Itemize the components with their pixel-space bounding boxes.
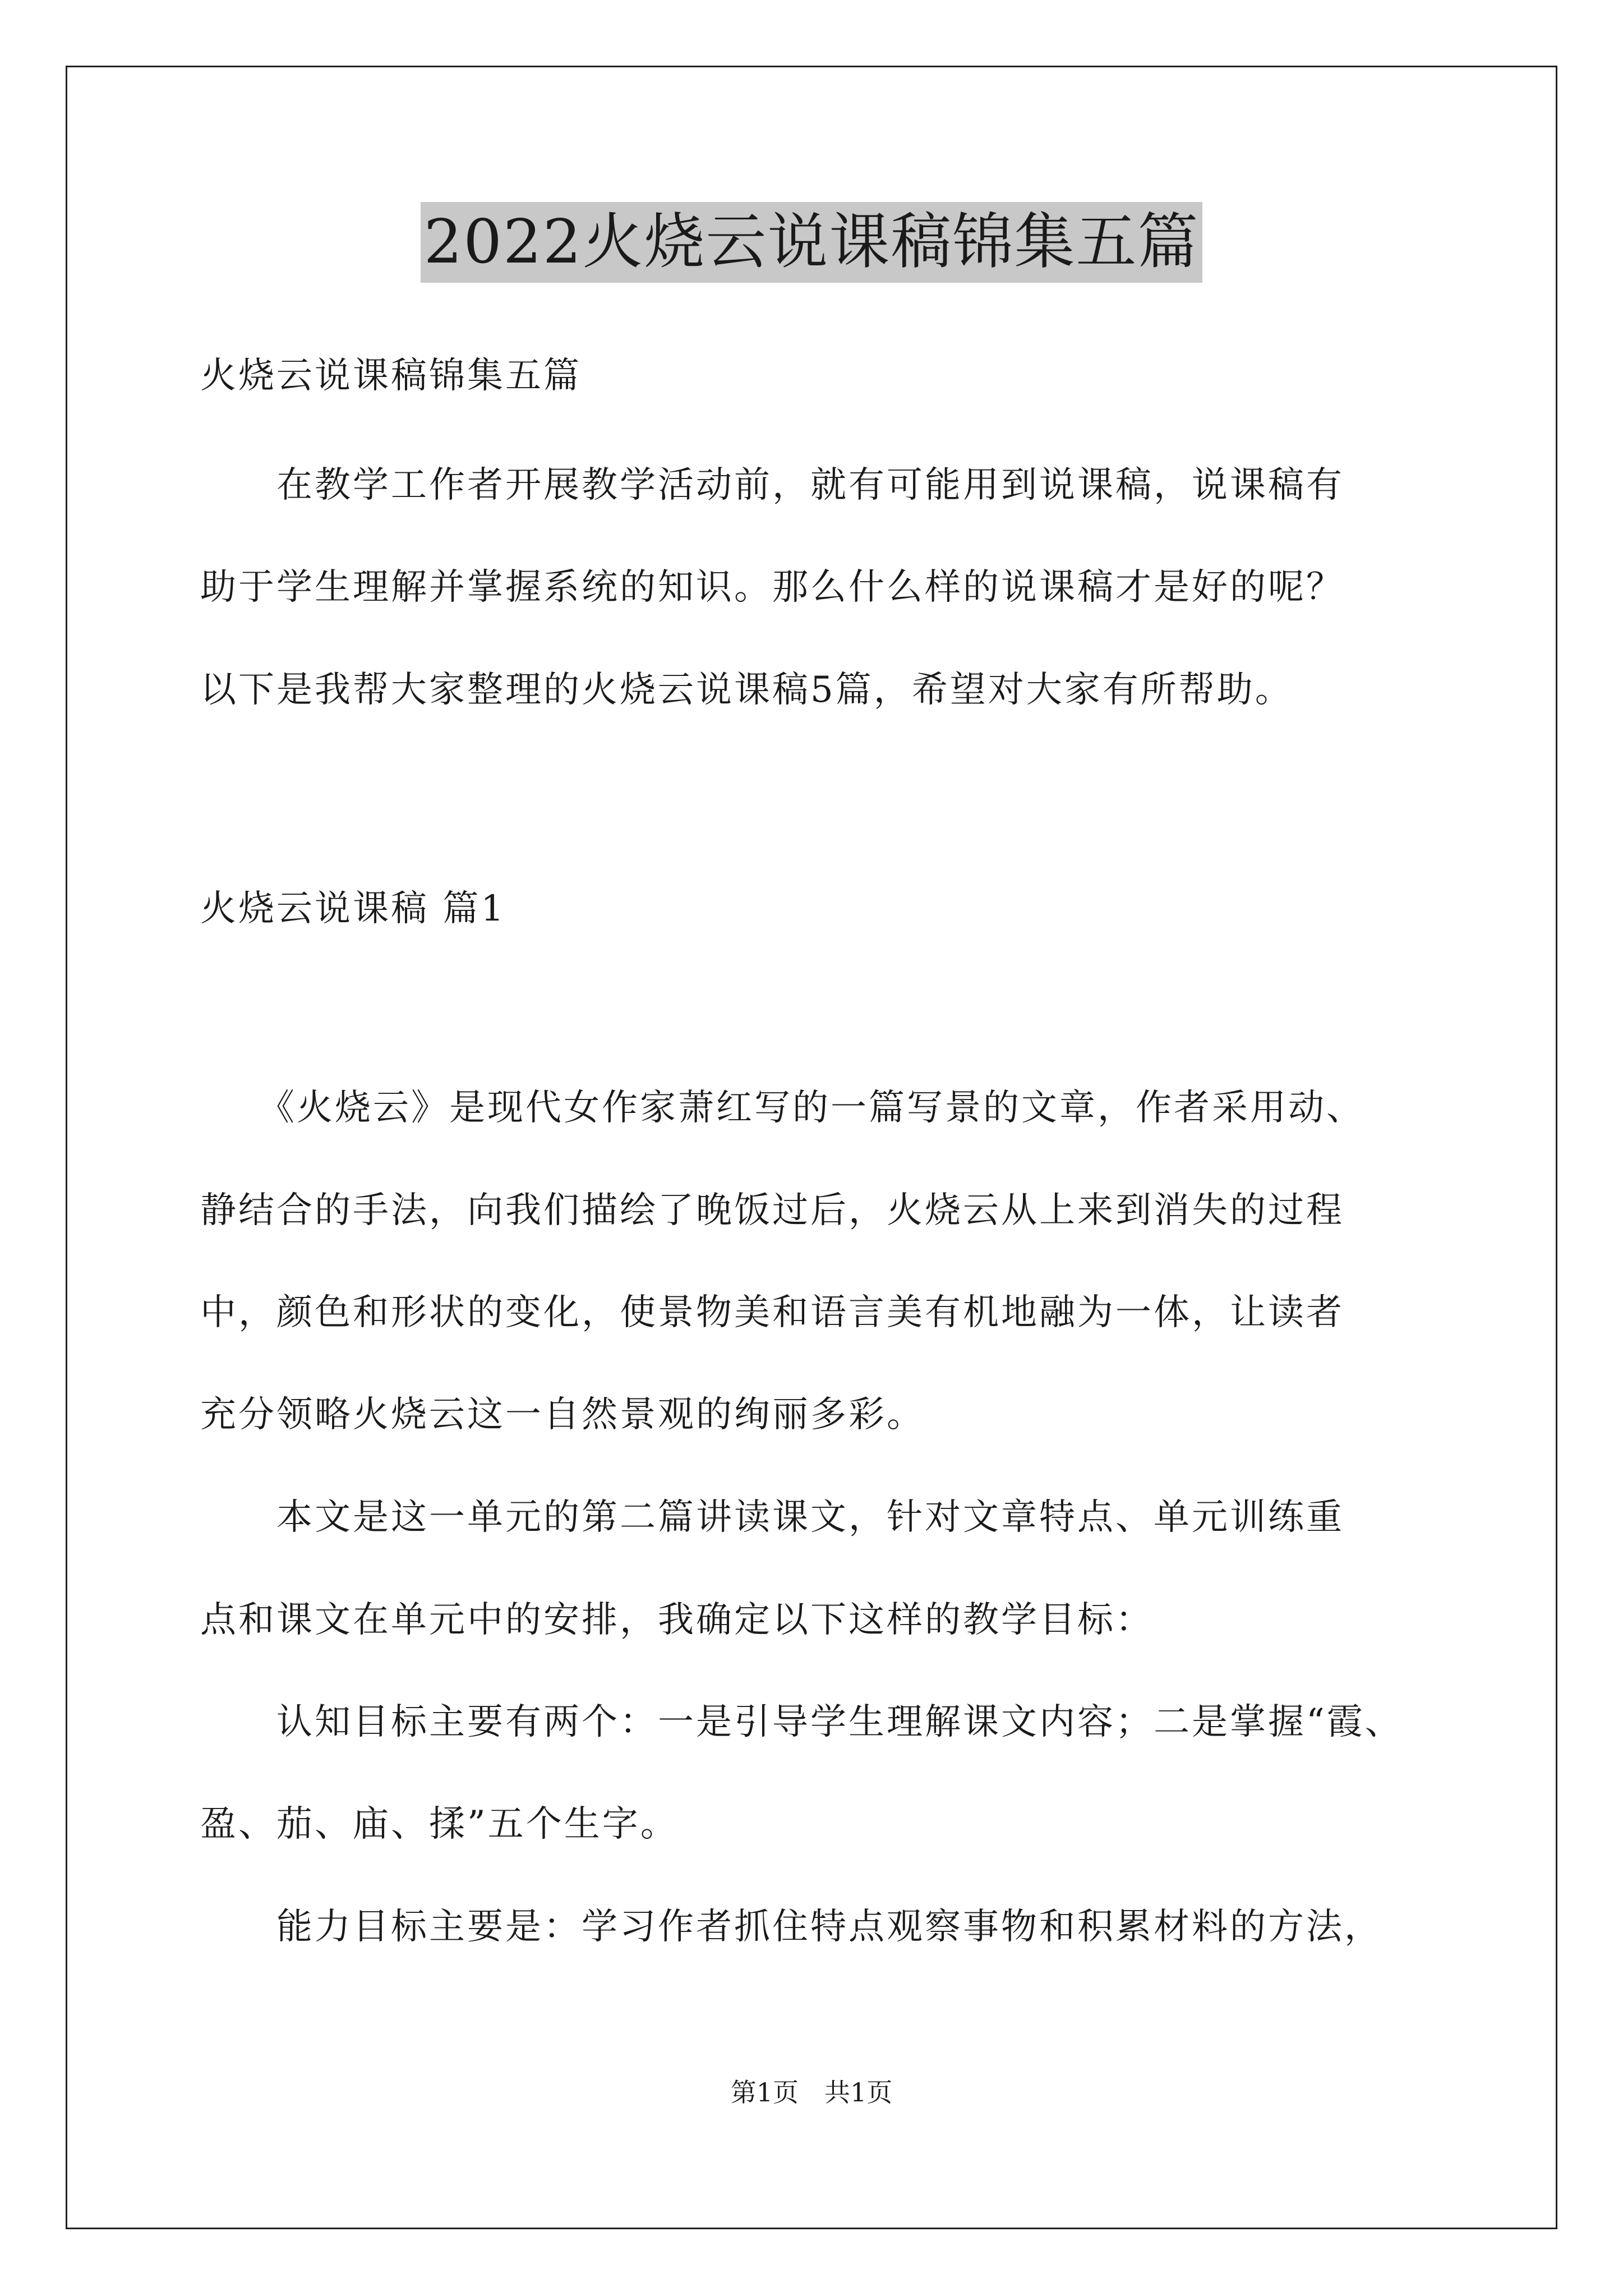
paragraph-line: 《火烧云》是现代女作家萧红写的一篇写景的文章，作者采用动、 <box>200 1087 1364 1129</box>
paragraph-line: 静结合的手法，向我们描绘了晚饭过后，火烧云从上来到消失的过程 <box>200 1190 1344 1231</box>
paragraph-line: 中，颜色和形状的变化，使景物美和语言美有机地融为一体，让读者 <box>200 1292 1344 1333</box>
paragraph-line: 充分领略火烧云这一自然景观的绚丽多彩。 <box>200 1394 925 1435</box>
paragraph-line: 认知目标主要有两个：一是引导学生理解课文内容；二是掌握“霞、 <box>200 1701 1403 1743</box>
paragraph-line: 点和课文在单元中的安排，我确定以下这样的教学目标： <box>200 1599 1154 1641</box>
paragraph-line: 本文是这一单元的第二篇讲读课文，针对文章特点、单元训练重 <box>200 1497 1344 1538</box>
subtitle-line: 火烧云说课稿锦集五篇 <box>200 355 582 397</box>
paragraph-line: 盈、茄、庙、揉”五个生字。 <box>200 1803 679 1845</box>
paragraph-line: 以下是我帮大家整理的火烧云说课稿5篇，希望对大家有所帮助。 <box>200 669 1293 711</box>
page-footer: 第1页 共1页 <box>730 2077 893 2108</box>
paragraph-line: 在教学工作者开展教学活动前，就有可能用到说课稿，说课稿有 <box>200 464 1344 506</box>
title-container <box>0 202 1623 283</box>
paragraph-line: 助于学生理解并掌握系统的知识。那么什么样的说课稿才是好的呢？ <box>200 567 1344 608</box>
document-title: 2022火烧云说课稿锦集五篇 <box>421 202 1203 283</box>
section-heading: 火烧云说课稿 篇1 <box>200 888 506 930</box>
paragraph-line: 能力目标主要是：学习作者抓住特点观察事物和积累材料的方法， <box>200 1906 1382 1948</box>
